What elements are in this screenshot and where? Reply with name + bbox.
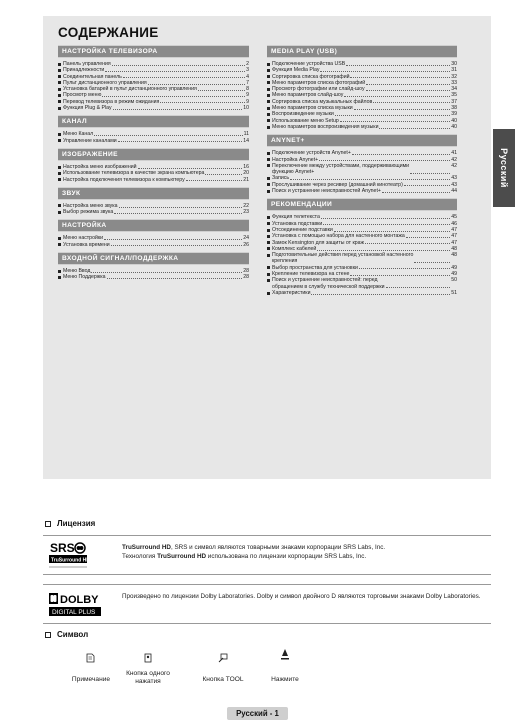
bullet-icon <box>58 270 61 273</box>
bullet-icon <box>267 266 270 269</box>
toc-item-label: Функция телетекста <box>272 214 320 221</box>
toc-item-page: 47 <box>451 226 457 233</box>
toc-section-heading: КАНАЛ <box>58 115 249 128</box>
toc-item-page: 42 <box>451 162 457 169</box>
toc-item-label: Крепление телевизора на стене <box>272 271 350 278</box>
leader-dots <box>406 233 451 238</box>
srs-logo <box>46 539 112 571</box>
language-tab: Русский <box>493 129 515 207</box>
bullet-icon <box>58 237 61 240</box>
dolby-logo <box>46 588 112 620</box>
leader-dots <box>365 240 450 245</box>
bullet-icon <box>267 222 270 225</box>
toc-item-label: Прослушивание через ресивер (домашний кинотеатр) <box>272 181 403 188</box>
leader-dots <box>311 290 450 295</box>
toc-item-page: 16 <box>243 163 249 170</box>
bullet-icon <box>267 235 270 238</box>
bullet-icon <box>267 164 270 167</box>
leader-dots <box>138 164 243 169</box>
toc-item-label: Установка батарей в пульт дистанционного управления <box>63 86 197 93</box>
toc-item-label: Установка времени <box>63 241 110 248</box>
leader-dots <box>160 99 245 104</box>
leader-dots <box>354 105 451 110</box>
toc-section <box>58 148 249 183</box>
leader-dots <box>290 175 450 180</box>
toc-section-heading: ЗВУК <box>58 187 249 200</box>
leader-dots <box>105 67 245 72</box>
press-icon <box>279 648 291 664</box>
bullet-icon <box>58 243 61 246</box>
toc-item-label: Управление каналами <box>63 137 117 144</box>
bullet-icon <box>58 69 61 72</box>
dolby-license-row <box>43 584 491 624</box>
toc-item-label: Меню Канал <box>63 131 94 138</box>
toc-item-page: 4 <box>246 73 249 80</box>
toc-item-label: Использование меню Setup <box>272 117 339 124</box>
bullet-icon <box>58 276 61 279</box>
toc-item[interactable] <box>267 163 457 176</box>
toc-item[interactable] <box>58 274 249 280</box>
toc-item-page: 20 <box>243 170 249 177</box>
toc-section-heading: НАСТРОЙКА ТЕЛЕВИЗОРА <box>58 45 249 58</box>
toc-section <box>267 198 457 296</box>
toc-section-heading: РЕКОМЕНДАЦИИ <box>267 198 457 211</box>
bullet-icon <box>267 152 270 155</box>
page-footer: Русский - 1 <box>0 703 515 721</box>
symbol-label-tool: Кнопка TOOL <box>202 676 244 683</box>
one-touch-icon <box>142 653 154 663</box>
toc-item-label: Сортировка списка музыкальных файлов <box>272 98 373 105</box>
toc-item-label: Принадлежности <box>63 67 105 74</box>
toc-item-page: 35 <box>451 92 457 99</box>
toc-section <box>58 115 249 144</box>
leader-dots <box>119 203 243 208</box>
toc-section-heading: ИЗОБРАЖЕНИЕ <box>58 148 249 161</box>
toc-right-column <box>267 45 457 296</box>
toc-item-label: Поиск и устранение неисправностей: перед обращением в службу технической поддержки <box>272 277 385 290</box>
toc-item-page: 33 <box>451 79 457 86</box>
toc-item-page: 40 <box>451 117 457 124</box>
toc-item-page: 42 <box>451 156 457 163</box>
bullet-icon <box>58 211 61 214</box>
bullet-icon <box>58 63 61 66</box>
checkbox-square-icon <box>45 632 51 638</box>
toc-item-label: Установка подставки <box>272 220 323 227</box>
toc-item[interactable] <box>267 124 457 130</box>
toc-item-page: 31 <box>451 67 457 74</box>
bullet-icon <box>58 94 61 97</box>
toc-item-label: Подготовительные действия перед установкой настенного крепления <box>272 252 414 265</box>
leader-dots <box>148 80 245 85</box>
toc-item-label: Перевод телевизора в режим ожидания <box>63 98 160 105</box>
bullet-icon <box>58 133 61 136</box>
toc-item-page: 45 <box>451 214 457 221</box>
srs-license-text: TruSurround HD, SRS и символ являются товарными знаками корпорации SRS Labs, Inc. Технология TruSurround HD использована по лицензии корпорации SRS Labs, Inc. <box>122 544 386 560</box>
bullet-icon <box>267 279 270 282</box>
toc-item-label: Меню параметров списка музыки <box>272 105 353 112</box>
svg-text:TruSurround HD: TruSurround HD <box>51 557 90 564</box>
leader-dots <box>321 214 450 219</box>
toc-item-page: 51 <box>451 289 457 296</box>
toc-section-heading: ВХОДНОЙ СИГНАЛ/ПОДДЕРЖКА <box>58 252 249 265</box>
bullet-icon <box>58 100 61 103</box>
toc-item-page: 34 <box>451 86 457 93</box>
toc-item-label: Подключение устройства USB <box>272 61 346 67</box>
leader-dots <box>107 274 243 279</box>
toc-item-page: 41 <box>451 150 457 157</box>
toc-item-page: 43 <box>451 175 457 182</box>
bullet-icon <box>58 172 61 175</box>
toc-item[interactable] <box>267 277 457 290</box>
bullet-icon <box>267 94 270 97</box>
bullet-icon <box>267 63 270 66</box>
symbol-label-press: Нажмите <box>271 676 299 683</box>
toc-item[interactable] <box>58 177 249 183</box>
checkbox-square-icon <box>45 521 51 527</box>
toc-item-page: 47 <box>451 233 457 240</box>
bullet-icon <box>58 88 61 91</box>
toc-item-label: Просмотр меню <box>63 92 102 99</box>
leader-dots <box>382 188 450 193</box>
toc-item-page: 28 <box>243 268 249 275</box>
toc-item-label: Меню параметров воспроизведения музыки <box>272 123 379 130</box>
toc-title: СОДЕРЖАНИЕ <box>58 25 159 40</box>
bullet-icon <box>58 75 61 78</box>
toc-item-page: 46 <box>451 220 457 227</box>
bullet-icon <box>267 158 270 161</box>
toc-section <box>58 252 249 281</box>
leader-dots <box>114 209 242 214</box>
toc-left-column <box>58 45 249 281</box>
leader-dots <box>335 111 450 116</box>
toc-item-page: 32 <box>451 73 457 80</box>
bullet-icon <box>267 75 270 78</box>
toc-section <box>267 134 457 194</box>
toc-item-label: Меню параметров слайд-шоу <box>272 92 344 99</box>
toc-section <box>58 187 249 216</box>
bullet-icon <box>267 69 270 72</box>
toc-item-page: 50 <box>451 277 457 284</box>
leader-dots <box>186 177 242 182</box>
toc-section-heading: MEDIA PLAY (USB) <box>267 45 457 58</box>
bullet-icon <box>58 81 61 84</box>
toc-item-label: Воспроизведение музыки <box>272 111 334 118</box>
leader-dots <box>366 80 450 85</box>
leader-dots <box>340 118 451 123</box>
toc-item-page: 24 <box>243 235 249 242</box>
toc-item[interactable] <box>58 138 249 144</box>
toc-item-label: Установка с помощью набора для настенного монтажа <box>272 233 405 240</box>
leader-dots <box>414 252 450 263</box>
bullet-icon <box>267 119 270 122</box>
toc-item-label: Отсоединение подставки <box>272 226 333 233</box>
leader-dots <box>91 268 242 273</box>
leader-dots <box>198 86 245 91</box>
toc-item-label: Поиск и устранение неисправностей Anynet+ <box>272 188 381 195</box>
bullet-icon <box>267 241 270 244</box>
dolby-license-text: Произведено по лицензии Dolby Laboratories. Dolby и символ двойного D являются торговыми знаками Dolby Laboratories. <box>122 593 481 600</box>
bullet-icon <box>267 126 270 129</box>
toc-item-label: Выбор пространства для установки <box>272 264 358 271</box>
toc-item-page: 8 <box>246 86 249 93</box>
toc-item-page: 48 <box>451 252 457 259</box>
toc-item-page: 49 <box>451 264 457 271</box>
leader-dots <box>346 61 450 66</box>
leader-dots <box>123 74 245 79</box>
symbol-heading: Символ <box>45 630 88 639</box>
toc-section-heading: ANYNET+ <box>267 134 457 147</box>
bullet-icon <box>267 229 270 232</box>
leader-dots <box>94 131 242 136</box>
leader-dots <box>112 61 245 66</box>
toc-item-label: Настройка меню звука <box>63 202 118 209</box>
license-heading: Лицензия <box>45 519 95 528</box>
toc-item[interactable] <box>58 242 249 248</box>
bullet-icon <box>58 178 61 181</box>
toc-item-page: 9 <box>246 98 249 105</box>
svg-text:SRS: SRS <box>50 541 75 555</box>
bullet-icon <box>267 190 270 193</box>
toc-item-label: Просмотр фотографии или слайд-шоу <box>272 86 365 93</box>
toc-item-page: 37 <box>451 98 457 105</box>
leader-dots <box>350 271 450 276</box>
toc-item-label: Замок Kensington для защиты от краж <box>272 239 364 246</box>
toc-item-page: 11 <box>243 131 249 138</box>
toc-item-page: 40 <box>451 123 457 130</box>
leader-dots <box>386 277 451 288</box>
toc-item-page: 21 <box>243 176 249 183</box>
bullet-icon <box>267 81 270 84</box>
leader-dots <box>404 182 450 187</box>
toc-item-label: Панель управления <box>63 61 111 67</box>
leader-dots <box>319 157 450 162</box>
toc-item-page: 38 <box>451 105 457 112</box>
toc-item-label: Запись <box>272 175 290 182</box>
leader-dots <box>410 163 450 174</box>
toc-item-label: Меню Ввод <box>63 268 91 275</box>
leader-dots <box>317 246 450 251</box>
leader-dots <box>118 138 243 143</box>
svg-text:DOLBY: DOLBY <box>60 594 99 606</box>
leader-dots <box>111 242 243 247</box>
toc-item-label: Меню параметров списка фотографий <box>272 79 366 86</box>
toc-item-label: Подключение устройств Anynet+ <box>272 150 351 157</box>
leader-dots <box>320 67 450 72</box>
toc-item-label: Функция Media Play <box>272 67 320 74</box>
toc-item-page: 49 <box>451 271 457 278</box>
toc-item-page: 26 <box>243 241 249 248</box>
toc-item-page: 39 <box>451 111 457 118</box>
toc-item-page: 2 <box>246 61 249 67</box>
toc-item-page: 44 <box>451 188 457 195</box>
leader-dots <box>205 170 242 175</box>
toc-item-page: 7 <box>246 79 249 86</box>
leader-dots <box>102 92 245 97</box>
symbol-label-one-touch: Кнопка одного нажатия <box>126 670 170 685</box>
toc-item-page: 28 <box>243 274 249 281</box>
leader-dots <box>373 99 450 104</box>
toc-item[interactable] <box>58 105 249 111</box>
toc-item-page: 9 <box>246 92 249 99</box>
bullet-icon <box>267 113 270 116</box>
toc-item-label: Переключение между устройствами, поддерживающими функцию Anynet+ <box>272 162 410 176</box>
leader-dots <box>359 265 450 270</box>
toc-item[interactable] <box>58 209 249 215</box>
toc-item-page: 43 <box>451 181 457 188</box>
bullet-icon <box>58 166 61 169</box>
toc-item-page: 30 <box>451 61 457 67</box>
bullet-icon <box>267 247 270 250</box>
leader-dots <box>350 74 450 79</box>
toc-item-label: Выбор режима звука <box>63 209 114 216</box>
toc-item-label: Меню Поддержка <box>63 274 106 281</box>
leader-dots <box>344 92 450 97</box>
leader-dots <box>334 227 450 232</box>
leader-dots <box>323 221 450 226</box>
bullet-icon <box>267 107 270 110</box>
toc-section-heading: НАСТРОЙКА <box>58 219 249 232</box>
leader-dots <box>104 235 242 240</box>
bullet-icon <box>267 177 270 180</box>
symbol-label-note: Примечание <box>71 676 111 683</box>
toc-item[interactable] <box>267 188 457 194</box>
toc-item-page: 10 <box>243 105 249 112</box>
toc-item[interactable] <box>267 290 457 296</box>
toc-item-label: Функция Plug & Play <box>63 105 112 112</box>
toc-item-page: 22 <box>243 202 249 209</box>
toc-item-label: Пульт дистанционного управления <box>63 79 147 86</box>
srs-license-row <box>43 535 491 575</box>
toc-item-label: Соединительная панель <box>63 73 122 80</box>
toc-item-page: 23 <box>243 209 249 216</box>
leader-dots <box>366 86 451 91</box>
bullet-icon <box>267 88 270 91</box>
toc-item[interactable] <box>267 252 457 265</box>
toc-item-label: Настройка Anynet+ <box>272 156 319 163</box>
toc-item-label: Характеристики <box>272 289 311 296</box>
leader-dots <box>113 105 243 110</box>
note-icon <box>84 653 96 663</box>
bullet-icon <box>267 292 270 295</box>
toc-section <box>58 45 249 111</box>
bullet-icon <box>267 254 270 257</box>
toc-item-page: 47 <box>451 239 457 246</box>
bullet-icon <box>58 107 61 110</box>
svg-text:DIGITAL PLUS: DIGITAL PLUS <box>52 609 96 616</box>
bullet-icon <box>267 273 270 276</box>
bullet-icon <box>267 183 270 186</box>
bullet-icon <box>58 139 61 142</box>
toc-section <box>58 219 249 248</box>
bullet-icon <box>267 216 270 219</box>
toc-item-label: Сортировка списка фотографий <box>272 73 350 80</box>
toc-item-page: 3 <box>246 67 249 74</box>
toc-item-label: Меню настройки <box>63 235 104 242</box>
tool-icon <box>217 653 229 663</box>
toc-item-page: 14 <box>243 137 249 144</box>
toc-item-label: Использование телевизора в качестве экрана компьютера <box>63 170 205 177</box>
bullet-icon <box>267 100 270 103</box>
toc-item-label: Настройка подключения телевизора к компьютеру <box>63 176 185 183</box>
leader-dots <box>352 150 450 155</box>
leader-dots <box>379 124 450 129</box>
toc-section <box>267 45 457 130</box>
toc-item-label: Настройка меню изображений <box>63 163 137 170</box>
bullet-icon <box>58 204 61 207</box>
toc-item-page: 48 <box>451 245 457 252</box>
toc-item-label: Комплекс кабелей <box>272 245 317 252</box>
